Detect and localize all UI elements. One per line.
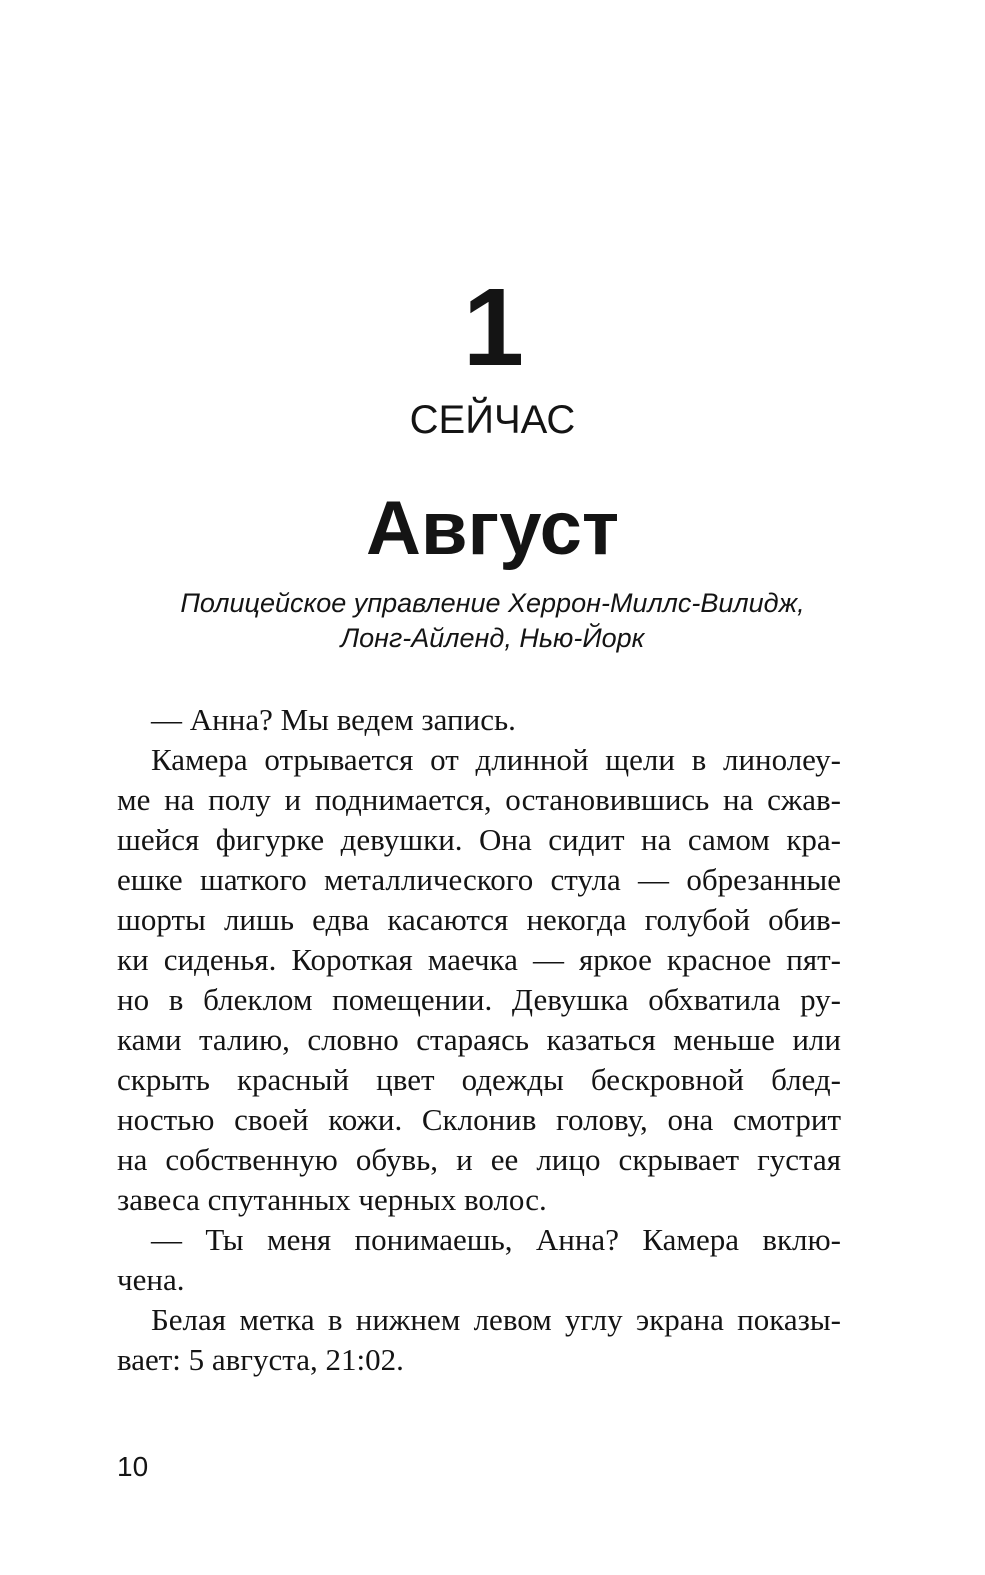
location-line: Полицейское управление Херрон-Миллс-Вилидж, [180, 588, 805, 618]
text-line: чена. [117, 1262, 185, 1297]
text-line: шейся фигурке девушки. Она сидит на самом кра- [117, 822, 841, 857]
text-line: вает: 5 августа, 21:02. [117, 1342, 404, 1377]
text-line: Белая метка в нижнем левом углу экрана показы- [151, 1302, 841, 1337]
chapter-location [0, 586, 985, 656]
text-line: ме на полу и поднимается, остановившись на сжав- [117, 782, 841, 817]
text-line: — Анна? Мы ведем запись. [151, 702, 516, 737]
chapter-number: 1 [462, 266, 523, 389]
chapter-time-label: СЕЙЧАС [409, 398, 576, 442]
text-line: ками талию, словно стараясь казаться меньше или [117, 1022, 841, 1057]
location-line: Лонг-Айленд, Нью-Йорк [340, 623, 645, 653]
text-line: ностью своей кожи. Склонив голову, она смотрит [117, 1102, 841, 1137]
text-line: но в блеклом помещении. Девушка обхватила ру- [117, 982, 841, 1017]
text-line: скрыть красный цвет одежды бескровной блед- [117, 1062, 841, 1097]
text-line: — Ты меня понимаешь, Анна? Камера вклю- [151, 1222, 841, 1257]
text-line: завеса спутанных черных волос. [117, 1182, 547, 1217]
body-text [117, 700, 841, 1380]
text-line: Камера отрывается от длинной щели в линолеу- [151, 742, 841, 777]
text-line: шорты лишь едва касаются некогда голубой обив- [117, 902, 841, 937]
text-line: на собственную обувь, и ее лицо скрывает густая [117, 1142, 841, 1177]
text-line: ешке шаткого металлического стула — обрезанные [117, 862, 841, 897]
chapter-title: Август [365, 486, 620, 571]
text-line: ки сиденья. Короткая маечка — яркое красное пят- [117, 942, 841, 977]
page-number: 10 [117, 1451, 149, 1482]
